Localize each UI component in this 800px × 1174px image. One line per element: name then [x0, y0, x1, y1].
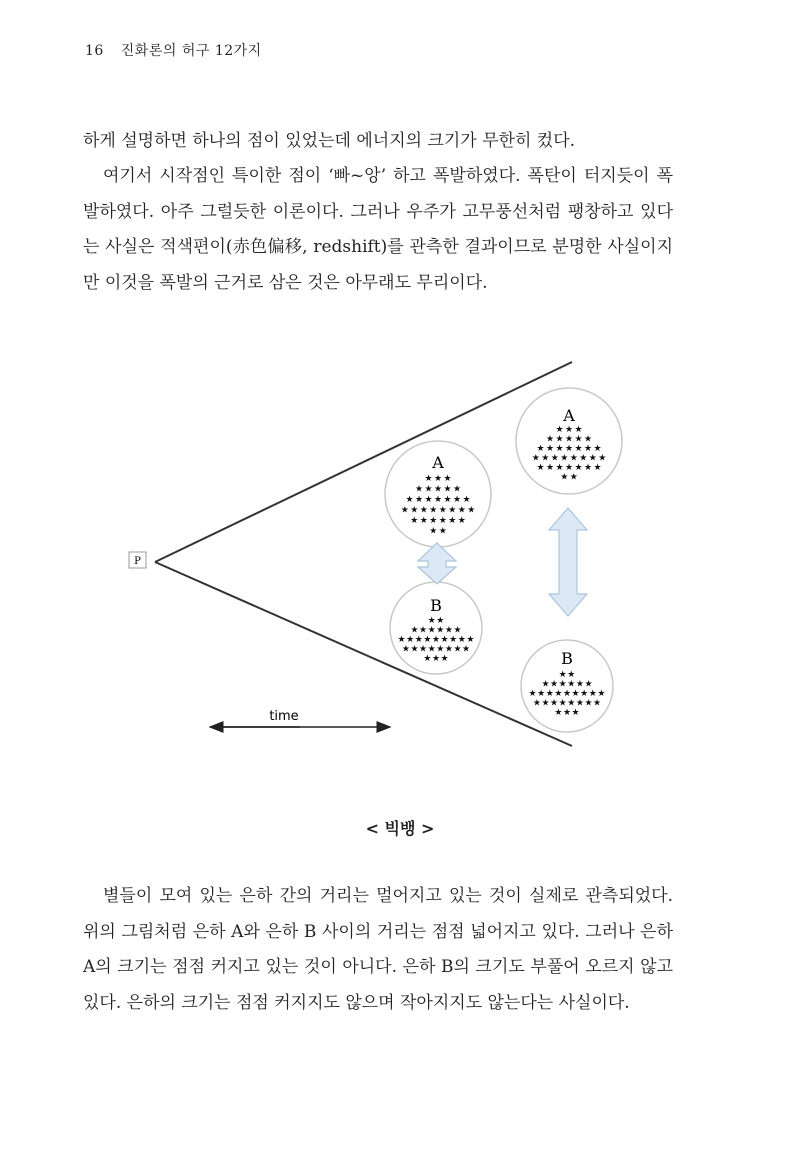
star-icon: ★ — [397, 635, 406, 645]
star-icon: ★ — [574, 425, 583, 435]
star-icon: ★ — [410, 644, 419, 655]
star-icon: ★ — [574, 444, 583, 454]
star-icon: ★ — [558, 698, 567, 709]
page-number: 16 — [85, 43, 104, 59]
star-icon: ★ — [583, 463, 593, 473]
star-icon: ★ — [419, 625, 428, 636]
star-icon: ★ — [419, 505, 428, 516]
book-title: 진화론의 허구 12가지 — [120, 43, 262, 59]
star-icon: ★ — [436, 616, 445, 626]
star-icon: ★ — [541, 679, 550, 690]
star-icon: ★ — [436, 625, 445, 636]
paragraph-3: 별들이 모여 있는 은하 간의 거리는 멀어지고 있는 것이 실제로 관측되었다. 위의 그림처럼 은하 A와 은하 B 사이의 거리는 점점 넓어지고 있다. 그러나 은하 A의 크기는 점점 커지고 있는 것이 아니다. 은하 B의 크기도 부풀어 오르지 않고 있다. 은하의 크기는 점점 커지지도 않으며 작아지지도 않는다는 사실이다. — [83, 886, 673, 1013]
star-icon: ★ — [457, 516, 466, 526]
star-icon: ★ — [564, 434, 574, 445]
star-icon: ★ — [457, 635, 466, 645]
star-icon: ★ — [584, 679, 593, 690]
star-icon: ★ — [536, 444, 545, 454]
origin-label: P — [134, 556, 141, 567]
star-icon: ★ — [567, 698, 576, 709]
star-icon: ★ — [427, 625, 436, 636]
star-icon: ★ — [569, 453, 578, 464]
page-header — [85, 40, 262, 60]
star-icon: ★ — [436, 644, 445, 655]
star-icon: ★ — [555, 463, 564, 473]
distance-arrow-far — [549, 508, 587, 616]
star-icon: ★ — [598, 453, 607, 464]
star-icon: ★ — [560, 472, 569, 483]
star-icon: ★ — [440, 635, 449, 645]
star-icon: ★ — [558, 670, 567, 680]
star-icon: ★ — [440, 654, 449, 664]
star-icon: ★ — [438, 526, 447, 537]
star-icon: ★ — [531, 453, 540, 464]
star-icon: ★ — [414, 495, 424, 505]
star-icon: ★ — [433, 495, 443, 505]
star-icon: ★ — [550, 698, 559, 709]
star-icon: ★ — [564, 444, 574, 454]
star-icon: ★ — [593, 444, 602, 454]
star-icon: ★ — [583, 444, 593, 454]
star-icon: ★ — [550, 453, 559, 464]
paragraph-2: 여기서 시작점인 특이한 점이 ‘빠~앙’ 하고 폭발하였다. 폭탄이 터지듯이 폭발하였다. 아주 그럴듯한 이론이다. 그러나 우주가 고무풍선처럼 팽창하고 있다는 사실은 적색편이(赤色偏移, redshift)를 관측한 결과이므로 분명한 사실이지만 이것을 폭발의 근거로 삼은 것은 아무래도 무리이다. — [83, 166, 673, 293]
star-icon: ★ — [400, 505, 409, 516]
star-icon: ★ — [593, 463, 602, 473]
star-icon: ★ — [410, 625, 419, 636]
star-icon: ★ — [588, 689, 597, 699]
star-icon: ★ — [541, 698, 550, 709]
star-icon: ★ — [410, 516, 419, 526]
star-icon: ★ — [414, 484, 424, 495]
star-icon: ★ — [424, 495, 433, 505]
star-icon: ★ — [567, 670, 576, 680]
star-icon: ★ — [429, 505, 438, 516]
star-icon: ★ — [532, 698, 541, 709]
star-icon: ★ — [583, 434, 593, 445]
star-icon: ★ — [453, 625, 462, 636]
star-icon: ★ — [555, 425, 564, 435]
star-icon: ★ — [467, 505, 476, 516]
star-icon: ★ — [462, 644, 471, 655]
star-icon: ★ — [438, 505, 447, 516]
star-icon: ★ — [562, 708, 572, 718]
star-icon: ★ — [443, 484, 452, 495]
star-icon: ★ — [414, 635, 423, 645]
galaxy-a-far-label: A — [563, 406, 575, 425]
star-icon: ★ — [449, 635, 458, 645]
star-icon: ★ — [457, 505, 466, 516]
star-icon: ★ — [424, 484, 433, 495]
star-icon: ★ — [401, 644, 410, 655]
star-icon: ★ — [431, 635, 441, 645]
star-icon: ★ — [419, 516, 428, 526]
star-icon: ★ — [433, 474, 443, 484]
star-icon: ★ — [429, 516, 438, 526]
star-icon: ★ — [550, 679, 559, 690]
star-icon: ★ — [541, 453, 550, 464]
star-icon: ★ — [575, 698, 584, 709]
galaxy-a-near-label: A — [432, 453, 444, 472]
star-icon: ★ — [537, 689, 546, 699]
star-icon: ★ — [405, 495, 414, 505]
star-icon: ★ — [574, 434, 583, 445]
star-icon: ★ — [554, 708, 563, 718]
star-icon: ★ — [424, 474, 433, 484]
star-icon: ★ — [448, 505, 457, 516]
star-icon: ★ — [453, 644, 462, 655]
galaxy-b-near-label: B — [430, 596, 442, 615]
star-icon: ★ — [443, 495, 452, 505]
star-icon: ★ — [597, 689, 606, 699]
star-icon: ★ — [545, 689, 554, 699]
star-icon: ★ — [443, 474, 452, 484]
star-icon: ★ — [427, 644, 436, 655]
star-icon: ★ — [574, 463, 583, 473]
star-icon: ★ — [584, 698, 593, 709]
star-icon: ★ — [429, 526, 438, 537]
star-icon: ★ — [593, 698, 602, 709]
star-icon: ★ — [466, 635, 475, 645]
cone-upper-line — [155, 362, 572, 562]
star-icon: ★ — [555, 444, 564, 454]
star-icon: ★ — [580, 689, 589, 699]
star-icon: ★ — [564, 425, 574, 435]
galaxy-b-far-label: B — [561, 649, 573, 668]
star-icon: ★ — [444, 625, 453, 636]
star-icon: ★ — [562, 689, 572, 699]
star-icon: ★ — [571, 689, 580, 699]
star-icon: ★ — [571, 708, 580, 718]
star-icon: ★ — [438, 516, 447, 526]
star-icon: ★ — [569, 472, 578, 483]
star-icon: ★ — [406, 635, 415, 645]
star-icon: ★ — [419, 644, 428, 655]
star-icon: ★ — [554, 689, 563, 699]
star-icon: ★ — [567, 679, 576, 690]
star-icon: ★ — [462, 495, 471, 505]
star-icon: ★ — [431, 654, 441, 664]
star-icon: ★ — [528, 689, 537, 699]
star-icon: ★ — [410, 505, 419, 516]
time-label: time — [269, 709, 299, 724]
star-icon: ★ — [558, 679, 567, 690]
star-icon: ★ — [545, 463, 555, 473]
star-icon: ★ — [588, 453, 597, 464]
cone-lower-line — [155, 562, 572, 746]
star-icon: ★ — [545, 444, 555, 454]
star-icon: ★ — [448, 516, 457, 526]
star-icon: ★ — [545, 434, 555, 445]
star-icon: ★ — [433, 484, 443, 495]
star-icon: ★ — [452, 495, 462, 505]
paragraph-1: 하게 설명하면 하나의 점이 있었는데 에너지의 크기가 무한히 컸다. — [83, 131, 576, 151]
star-icon: ★ — [423, 654, 432, 664]
star-icon: ★ — [575, 679, 584, 690]
star-icon: ★ — [427, 616, 436, 626]
figure-caption: < 빅뱅 > — [365, 819, 435, 838]
star-icon: ★ — [452, 484, 462, 495]
star-icon: ★ — [444, 644, 453, 655]
star-icon: ★ — [560, 453, 569, 464]
distance-arrow-near — [418, 543, 456, 584]
star-icon: ★ — [536, 463, 545, 473]
star-icon: ★ — [555, 434, 564, 445]
big-bang-diagram — [0, 340, 800, 770]
star-icon: ★ — [423, 635, 432, 645]
star-icon: ★ — [579, 453, 588, 464]
star-icon: ★ — [564, 463, 574, 473]
